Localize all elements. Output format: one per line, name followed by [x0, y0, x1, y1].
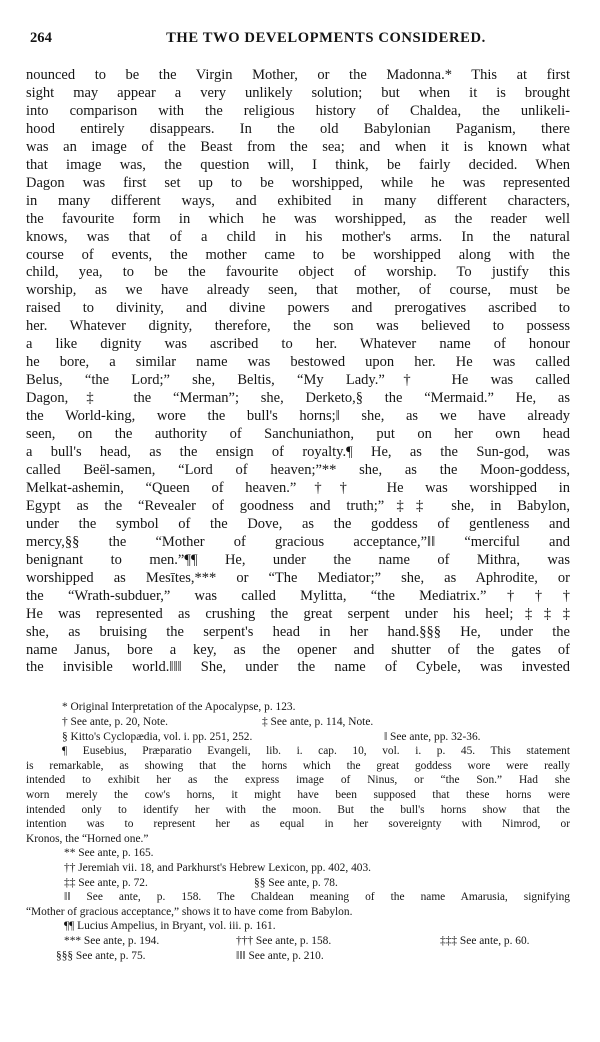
body-line: into comparison with the religious history of Chaldea, the unlikeli- — [26, 102, 570, 119]
body-line: name Janus, bore a key, as the opener and shutter of the gates of — [26, 641, 570, 658]
body-line: the World-king, wore the bull's horns;‖ she, as we have already — [26, 408, 570, 425]
footnote: intended to exhibit her as the express image of Ninus, or “the Son.” Had she — [26, 774, 570, 787]
body-line: Dagon was first set up to be worshipped, while he was represented — [26, 174, 570, 191]
footnote: ‖ See ante, pp. 32-36. — [384, 730, 481, 743]
footnote: ¶ Eusebius, Præparatio Evangeli, lib. i. cap. 10, vol. i. p. 45. This statement — [62, 745, 570, 758]
body-line: benignant to men.”¶¶ He, under the name of Mithra, was — [26, 551, 570, 568]
footnote: † See ante, p. 20, Note. — [62, 716, 168, 728]
body-line: hood entirely disappears. In the old Babylonian Paganism, there — [26, 120, 570, 137]
footnote: *** See ante, p. 194. — [64, 934, 160, 947]
footnote: ‖‖ See ante, p. 158. The Chaldean meaning of the name Amarusia, signifying — [64, 891, 570, 904]
body-line: course of events, the mother came to be worshipped along with the — [26, 246, 570, 263]
body-line: he bore, a similar name was bestowed upon her. He was called — [26, 354, 570, 371]
body-line: the favourite form in which he was worshipped, as the reader well — [26, 210, 570, 227]
running-title: THE TWO DEVELOPMENTS CONSIDERED. — [166, 30, 486, 46]
footnote: ††† See ante, p. 158. — [236, 934, 332, 947]
body-line: He was represented as crushing the great serpent under his heel;‡‡‡ — [26, 605, 570, 622]
body-line: she, as bruising the serpent's head in her hand.§§§ He, under the — [26, 623, 570, 640]
footnote: ‡ See ante, p. 114, Note. — [262, 716, 374, 728]
body-line: a like dignity was ascribed to her. Whatever name of honour — [26, 336, 570, 353]
footnote: §§§ See ante, p. 75. — [56, 949, 146, 962]
footnote: §§ See ante, p. 78. — [254, 876, 338, 889]
body-line: seen, on the authority of Sanchuniathon, put on her own head — [26, 426, 570, 443]
body-line: worshipped as Mesītes,*** or “The Mediator;” she, as Aphrodite, or — [26, 569, 570, 586]
body-line: worship, as we have already seen, that mother, of course, must be — [26, 282, 570, 299]
footnote: Kronos, the “Horned one.” — [26, 832, 149, 845]
body-line: nounced to be the Virgin Mother, or the Madonna.* This at first — [26, 67, 570, 83]
body-line: was an image of the Beast from the sea; and when it is known what — [26, 138, 570, 155]
footnote: * Original Interpretation of the Apocalypse, p. 123. — [62, 701, 296, 714]
body-line: Belus, “the Lord;” she, Beltis, “My Lady.”† He was called — [26, 372, 570, 389]
footnote: worn merely the cow's horns, it might have been supposed that these horns were — [26, 788, 570, 801]
body-line: in many different ways, and exhibited in many different characters, — [26, 192, 570, 209]
footnote: ‡‡ See ante, p. 72. — [64, 876, 148, 889]
body-line: knows, was that of a child in his mother's arms. In the natural — [26, 228, 570, 245]
body-line: called Beël-samen, “Lord of heaven;”** she, as the Moon-goddess, — [26, 461, 570, 478]
body-line: her. Whatever dignity, therefore, the son was believed to possess — [26, 318, 570, 335]
footnote: ‡‡‡ See ante, p. 60. — [440, 934, 530, 947]
footnote: intention was to represent her as equal in her sovereignty with Nimrod, or — [26, 818, 570, 831]
body-line: raised to divinity, and divine powers and prerogatives ascribed to — [26, 300, 570, 317]
body-line: Dagon,‡ the “Merman”; she, Derketo,§ the “Mermaid.” He, as — [26, 390, 570, 407]
body-text — [26, 67, 570, 677]
running-header — [26, 30, 570, 50]
footnote: ‖‖‖ See ante, p. 210. — [236, 949, 324, 962]
footnote: ¶¶ Lucius Ampelius, in Bryant, vol. iii. p. 161. — [64, 920, 276, 933]
body-line: mercy,§§ the “Mother of gracious acceptance,”‖‖ “merciful and — [26, 533, 570, 550]
footnote: †† Jeremiah vii. 18, and Parkhurst's Hebrew Lexicon, pp. 402, 403. — [64, 861, 372, 874]
body-line: sight may appear a very unlikely solution; but when it is brought — [26, 84, 570, 101]
body-line: Melkat-ashemin, “Queen of heaven.”†† He was worshipped in — [26, 479, 570, 496]
body-line: Egypt as the “Revealer of goodness and truth;”‡‡ she, in Babylon, — [26, 497, 570, 514]
page-number: 264 — [30, 30, 52, 46]
footnote: is remarkable, as showing that the horns which the great goddess wore were really — [26, 759, 570, 772]
body-line: under the symbol of the Dove, as the goddess of gentleness and — [26, 515, 570, 532]
body-line: that image was, the question will, I think, be fairly decided. When — [26, 156, 570, 173]
footnote: intended only to identify her with the moon. But the bull's horns show that the — [26, 803, 570, 816]
footnote: ** See ante, p. 165. — [64, 847, 154, 860]
body-line: child, yea, to be the favourite object of worship. To justify this — [26, 264, 570, 281]
footnotes — [26, 700, 570, 963]
footnote: “Mother of gracious acceptance,” shows it to have come from Babylon. — [26, 905, 353, 918]
footnote: § Kitto's Cyclopædia, vol. i. pp. 251, 252. — [62, 730, 253, 743]
body-line: the invisible world.‖‖‖ She, under the name of Cybele, was invested — [26, 659, 570, 676]
body-line: the “Wrath-subduer,” was called Mylitta, “the Mediatrix.”††† — [26, 587, 570, 604]
body-line: a bull's head, as the ensign of royalty.¶ He, as the Sun-god, was — [26, 444, 570, 461]
